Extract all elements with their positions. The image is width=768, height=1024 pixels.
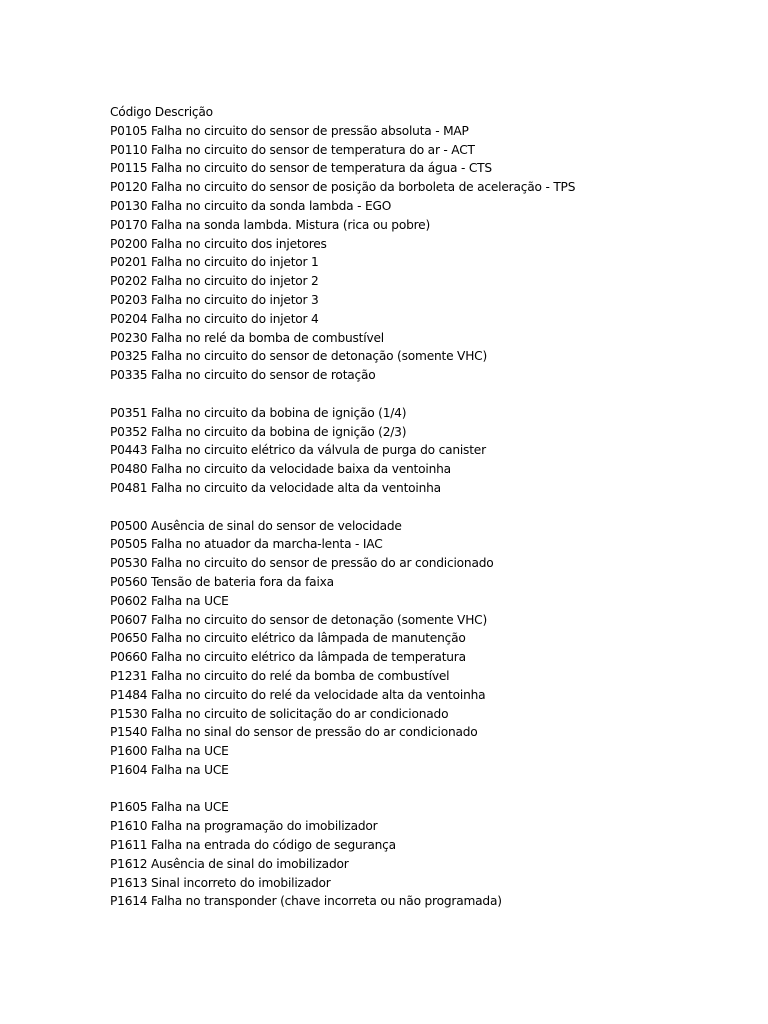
list-item: P0325 Falha no circuito do sensor de detonação (somente VHC) (110, 349, 488, 364)
list-item: P0230 Falha no relé da bomba de combustível (110, 330, 384, 345)
list-item: P1612 Ausência de sinal do imobilizador (110, 856, 349, 871)
list-item: P0120 Falha no circuito do sensor de posição da borboleta de aceleração - TPS (110, 180, 576, 195)
list-item: P1530 Falha no circuito de solicitação do ar condicionado (110, 706, 449, 721)
list-item: P0352 Falha no circuito da bobina de ignição (2/3) (110, 424, 407, 439)
list-item: P1613 Sinal incorreto do imobilizador (110, 875, 331, 890)
list-item: P0505 Falha no atuador da marcha-lenta - IAC (110, 537, 383, 552)
list-item: P1231 Falha no circuito do relé da bomba de combustível (110, 668, 450, 683)
code-group-1 (110, 122, 730, 385)
list-item: P0351 Falha no circuito da bobina de ignição (1/4) (110, 405, 407, 420)
list-item: P0110 Falha no circuito do sensor de temperatura do ar - ACT (110, 142, 475, 157)
list-item: P0500 Ausência de sinal do sensor de velocidade (110, 518, 402, 533)
list-item: P1604 Falha na UCE (110, 762, 229, 777)
code-group-2 (110, 404, 730, 498)
list-item: P0202 Falha no circuito do injetor 2 (110, 274, 319, 289)
list-item: P0335 Falha no circuito do sensor de rotação (110, 368, 376, 383)
list-item: P0105 Falha no circuito do sensor de pressão absoluta - MAP (110, 123, 469, 138)
group-spacer (110, 498, 730, 517)
list-item: P1540 Falha no sinal do sensor de pressão do ar condicionado (110, 725, 478, 740)
list-item: P1611 Falha na entrada do código de segurança (110, 838, 396, 853)
list-item: P0480 Falha no circuito da velocidade baixa da ventoinha (110, 462, 451, 477)
fault-code-list (110, 103, 730, 911)
list-item: P0530 Falha no circuito do sensor de pressão do ar condicionado (110, 556, 494, 571)
list-item: P1614 Falha no transponder (chave incorreta ou não programada) (110, 894, 502, 909)
list-item: P1605 Falha na UCE (110, 800, 229, 815)
list-item: P0602 Falha na UCE (110, 593, 229, 608)
list-item: P1484 Falha no circuito do relé da velocidade alta da ventoinha (110, 687, 486, 702)
list-item: P0203 Falha no circuito do injetor 3 (110, 292, 319, 307)
list-item: P1600 Falha na UCE (110, 744, 229, 759)
code-group-4 (110, 798, 730, 911)
list-item: P0170 Falha na sonda lambda. Mistura (rica ou pobre) (110, 217, 431, 232)
list-item: P0607 Falha no circuito do sensor de detonação (somente VHC) (110, 612, 488, 627)
list-header: Código Descrição (110, 105, 213, 119)
list-item: P0481 Falha no circuito da velocidade alta da ventoinha (110, 480, 441, 495)
list-item: P0204 Falha no circuito do injetor 4 (110, 311, 319, 326)
group-spacer (110, 385, 730, 404)
list-item: P0660 Falha no circuito elétrico da lâmpada de temperatura (110, 650, 466, 665)
group-spacer (110, 780, 730, 799)
list-item: P0650 Falha no circuito elétrico da lâmpada de manutenção (110, 631, 466, 646)
list-item: P0130 Falha no circuito da sonda lambda - EGO (110, 198, 392, 213)
list-item: P0115 Falha no circuito do sensor de temperatura da água - CTS (110, 161, 492, 176)
code-group-3 (110, 517, 730, 780)
list-item: P1610 Falha na programação do imobilizador (110, 819, 378, 834)
list-item: P0201 Falha no circuito do injetor 1 (110, 255, 319, 270)
list-item: P0200 Falha no circuito dos injetores (110, 236, 327, 251)
list-item: P0443 Falha no circuito elétrico da válvula de purga do canister (110, 443, 486, 458)
list-item: P0560 Tensão de bateria fora da faixa (110, 574, 334, 589)
